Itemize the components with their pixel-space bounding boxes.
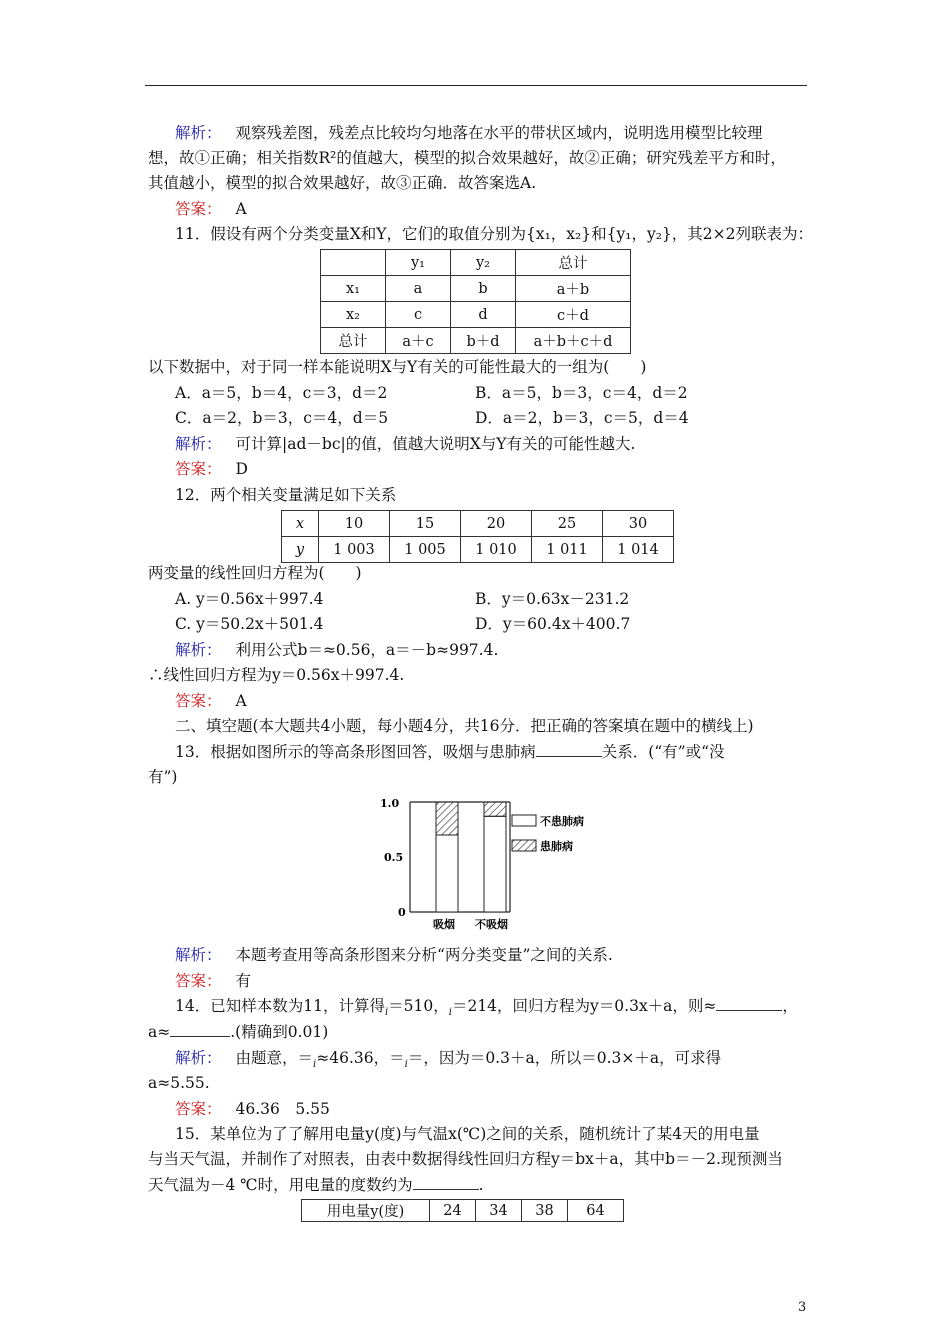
q10-answer: A bbox=[235, 200, 247, 218]
q10-jiexi-text1: 观察残差图，残差点比较均匀地落在水平的带状区域内，说明选用模型比较理 bbox=[235, 124, 763, 142]
q14-stem-line1: 14．已知样本数为11，计算得$_i$＝510，$_i$＝214，回归方程为y＝0.3x＋a，则≈ ， bbox=[175, 997, 798, 1019]
table-row bbox=[282, 537, 674, 563]
table-cell: x₂ bbox=[321, 302, 386, 328]
legend-label: 患肺病 bbox=[540, 840, 573, 853]
table-row bbox=[321, 302, 631, 328]
table-cell: 64 bbox=[568, 1200, 624, 1222]
table-cell: a＋c bbox=[386, 328, 451, 354]
q11-answer: D bbox=[235, 460, 248, 478]
x-tick-label: 不吸烟 bbox=[475, 918, 508, 931]
section-2-heading: 二、填空题(本大题共4小题，每小题4分，共16分．把正确的答案填在题中的横线上) bbox=[175, 717, 754, 735]
q14-stem-part-d: a≈ bbox=[148, 1023, 171, 1041]
y-tick-label: 0.5 bbox=[384, 851, 404, 864]
table-cell: 15 bbox=[390, 511, 461, 537]
q11-jiexi-text: 可计算|ad－bc|的值，值越大说明X与Y有关的可能性越大. bbox=[235, 435, 636, 453]
y-tick-label: 0 bbox=[398, 906, 406, 919]
table-cell: a＋b＋c＋d bbox=[516, 328, 631, 354]
table-row bbox=[302, 1200, 624, 1222]
q11-answer-line bbox=[175, 458, 248, 480]
table-cell: 1 014 bbox=[603, 537, 674, 563]
q11-option-d: D．a＝2，b＝3，c＝5，d＝4 bbox=[475, 409, 689, 427]
table-cell: y bbox=[282, 537, 319, 563]
q15-stem-line1: 15．某单位为了了解用电量y(度)与气温x(℃)之间的关系，随机统计了某4天的用电量 bbox=[175, 1125, 760, 1143]
table-cell: 38 bbox=[522, 1200, 568, 1222]
q11-question: 以下数据中，对于同一样本能说明X与Y有关的可能性最大的一组为( ) bbox=[148, 358, 647, 376]
q12-conclusion: ∴线性回归方程为y＝0.56x＋997.4. bbox=[148, 666, 405, 684]
table-cell: 34 bbox=[476, 1200, 522, 1222]
q11-option-a: A．a＝5，b＝4，c＝3，d＝2 bbox=[175, 384, 388, 402]
q13-stem-part-b: 关系．(“有”或“没 bbox=[601, 743, 725, 761]
table-cell: 总计 bbox=[516, 250, 631, 276]
table-cell bbox=[321, 250, 386, 276]
q14-stem-part-a: 14．已知样本数为11，计算得 bbox=[175, 997, 385, 1015]
q15-data-table bbox=[301, 1199, 624, 1222]
table-cell: y₁ bbox=[386, 250, 451, 276]
table-cell: 总计 bbox=[321, 328, 386, 354]
table-cell: 25 bbox=[532, 511, 603, 537]
table-row bbox=[282, 511, 674, 537]
q14-blank-1 bbox=[716, 996, 782, 1011]
q11-answer-label: 答案： bbox=[175, 460, 222, 478]
q14-answer-label: 答案： bbox=[175, 1100, 222, 1118]
q12-option-b: B．y＝0.63x－231.2 bbox=[475, 590, 630, 608]
table-cell: b＋d bbox=[451, 328, 516, 354]
q12-answer-label: 答案： bbox=[175, 692, 222, 710]
q10-jiexi-label: 解析： bbox=[175, 124, 222, 142]
legend-label: 不患肺病 bbox=[540, 815, 584, 828]
bar-healthy-0 bbox=[436, 835, 458, 912]
q15-stem-line2: 与当天气温，并制作了对照表，由表中数据得线性回归方程y＝bx＋a，其中b＝－2.现预测当 bbox=[148, 1150, 783, 1168]
x-tick-label: 吸烟 bbox=[433, 918, 455, 931]
q13-jiexi-label: 解析： bbox=[175, 946, 222, 964]
table-cell: 1 005 bbox=[390, 537, 461, 563]
q13-answer-line bbox=[175, 970, 251, 992]
legend-swatch-disease bbox=[512, 840, 536, 851]
table-cell: c＋d bbox=[516, 302, 631, 328]
q12-answer: A bbox=[235, 692, 247, 710]
q13-answer-label: 答案： bbox=[175, 972, 222, 990]
bar-healthy-1 bbox=[484, 816, 506, 912]
q12-option-d: D．y＝60.4x＋400.7 bbox=[475, 615, 631, 633]
q14-jiexi-part-b: ≈46.36，＝ bbox=[316, 1049, 405, 1067]
q12-answer-line bbox=[175, 690, 247, 712]
q11-option-c: C．a＝2，b＝3，c＝4，d＝5 bbox=[175, 409, 389, 427]
q15-blank bbox=[413, 1175, 479, 1190]
table-row bbox=[321, 328, 631, 354]
q12-stem: 12．两个相关变量满足如下关系 bbox=[175, 486, 397, 504]
q11-contingency-table bbox=[320, 249, 631, 354]
q10-answer-line bbox=[175, 198, 247, 220]
q14-jiexi-line1: 解析： 由题意，$=_i\approx 46.36$，$=_i=$，因为＝0.3＋a，所以＝0.3×＋a，可求得 bbox=[175, 1049, 722, 1071]
q12-jiexi-label: 解析： bbox=[175, 641, 222, 659]
q14-jiexi-line2: a≈5.55. bbox=[148, 1074, 210, 1092]
table-cell: x bbox=[282, 511, 319, 537]
table-cell: 1 003 bbox=[319, 537, 390, 563]
table-cell: d bbox=[451, 302, 516, 328]
page-number: 3 bbox=[798, 1300, 807, 1315]
y-tick-label: 1.0 bbox=[380, 797, 400, 810]
q14-stem-line2 bbox=[148, 1021, 328, 1043]
q13-stem-line2: 有”) bbox=[148, 768, 178, 786]
q13-jiexi-line bbox=[175, 944, 613, 966]
q14-jiexi-part-c: ＝，因为＝0.3＋a，所以＝0.3×＋a，可求得 bbox=[407, 1049, 722, 1067]
header-rule bbox=[145, 85, 807, 86]
table-cell: 30 bbox=[603, 511, 674, 537]
table-cell: 10 bbox=[319, 511, 390, 537]
legend-swatch-healthy bbox=[512, 815, 536, 826]
bar-disease-1 bbox=[484, 802, 506, 816]
bar-disease-0 bbox=[436, 802, 458, 835]
q13-stem-line1 bbox=[175, 741, 725, 763]
table-cell: c bbox=[386, 302, 451, 328]
q11-option-b: B．a＝5，b＝3，c＝4，d＝2 bbox=[475, 384, 688, 402]
q13-answer: 有 bbox=[235, 972, 252, 990]
q13-stacked-bar-chart bbox=[378, 792, 618, 942]
q14-answer: 46.36 5.55 bbox=[235, 1100, 330, 1118]
q13-jiexi-text: 本题考查用等高条形图来分析“两分类变量”之间的关系. bbox=[235, 946, 613, 964]
q11-stem: 11．假设有两个分类变量X和Y，它们的取值分别为{x₁，x₂}和{y₁，y₂}，其2×2列联表为： bbox=[175, 225, 813, 243]
q14-blank-2 bbox=[170, 1022, 230, 1037]
q10-jiexi-line3: 其值越小，模型的拟合效果越好，故③正确．故答案选A. bbox=[148, 174, 537, 192]
table-cell: 用电量y(度) bbox=[302, 1200, 430, 1222]
table-cell: a＋b bbox=[516, 276, 631, 302]
q11-jiexi-label: 解析： bbox=[175, 435, 222, 453]
q14-stem-part-c: ＝214，回归方程为y＝0.3x＋a，则≈ bbox=[451, 997, 717, 1015]
q13-stem-part-a: 13．根据如图所示的等高条形图回答，吸烟与患肺病 bbox=[175, 743, 536, 761]
table-cell: 1 011 bbox=[532, 537, 603, 563]
table-cell: 20 bbox=[461, 511, 532, 537]
q12-jiexi-line bbox=[175, 639, 498, 661]
q14-jiexi-part-a: 由题意，＝ bbox=[235, 1049, 314, 1067]
q15-stem-part-a: 天气温为－4 ℃时，用电量的度数约为 bbox=[148, 1176, 413, 1194]
table-cell: 1 010 bbox=[461, 537, 532, 563]
q12-option-a: A. y＝0.56x＋997.4 bbox=[175, 590, 324, 608]
q12-option-c: C. y＝50.2x＋501.4 bbox=[175, 615, 324, 633]
table-cell: a bbox=[386, 276, 451, 302]
q14-stem-part-e: .(精确到0.01) bbox=[230, 1023, 329, 1041]
q12-data-table bbox=[281, 510, 674, 563]
table-cell: x₁ bbox=[321, 276, 386, 302]
table-cell: 24 bbox=[430, 1200, 476, 1222]
table-cell: b bbox=[451, 276, 516, 302]
q10-jiexi-line2: 想，故①正确；相关指数R²的值越大，模型的拟合效果越好，故②正确；研究残差平方和时， bbox=[148, 149, 786, 167]
q13-blank bbox=[536, 742, 602, 757]
q10-answer-label: 答案： bbox=[175, 200, 222, 218]
q12-question: 两变量的线性回归方程为( ) bbox=[148, 564, 362, 582]
q14-answer-line bbox=[175, 1098, 330, 1120]
table-cell: y₂ bbox=[451, 250, 516, 276]
q10-jiexi-line1 bbox=[175, 122, 763, 144]
q12-jiexi-text: 利用公式b＝≈0.56，a＝－b≈997.4. bbox=[235, 641, 499, 659]
q14-jiexi-label: 解析： bbox=[175, 1049, 222, 1067]
table-row bbox=[321, 250, 631, 276]
q15-stem-line3: 天气温为－4 ℃时，用电量的度数约为 . bbox=[148, 1176, 484, 1194]
q11-jiexi-line bbox=[175, 433, 635, 455]
q14-stem-part-b: ＝510， bbox=[388, 997, 449, 1015]
table-row bbox=[321, 276, 631, 302]
